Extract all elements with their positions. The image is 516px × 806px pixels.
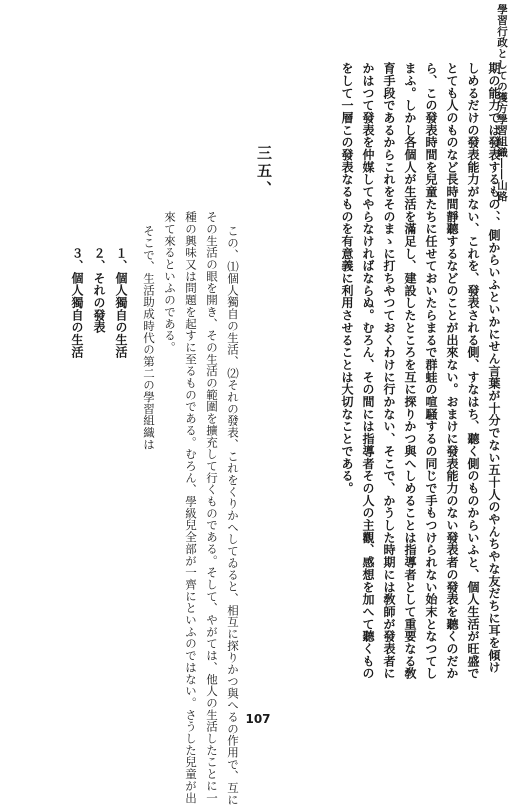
body-text-column: しめるだけの發表能力がない、これを、發表される側、すなはち、聽く側のものからいふと、個人生活が旺盛で xyxy=(466,62,480,680)
body-text-column: その生活の眼を開き、その生活の範圍を擴充して行くものである。そして、やがては、他人の生活したことに一 xyxy=(205,211,219,804)
running-head: 學習行政としての獲方學習組織――山路 xyxy=(496,4,508,202)
body-text-column: そこで、生活助成時代の第二の學習組織は xyxy=(142,225,156,451)
body-text-column: をして一層この發表なるものを有意義に利用させることは大切なことである。 xyxy=(340,62,354,495)
body-text-column: 種の興味又は問題を起すに至るものである。むろん、學級兒全部が一齊にといふのではない。さうした兒童が出 xyxy=(184,211,198,804)
page-number: 107 xyxy=(245,712,271,726)
body-text-column: 期の能力では發表するもの、、側からいふといかにせん言葉が十分でない五十人のやんちやな友だちに耳を傾け xyxy=(487,62,501,674)
list-item: １、個人獨自の生活 xyxy=(114,247,128,359)
body-text-column: この、⑴個人獨自の生活、⑵それの發表、これをくりかへしてゐると、相互に探りかつ與へるの作用で、互に xyxy=(226,225,240,806)
section-heading: 三五、 xyxy=(255,145,273,199)
body-text-column: ら、この發表時間を兒童たちに任せておいたらまるで群蛙の喧騒するの同じで手もつけられない始末となつてし xyxy=(424,62,438,680)
list-item: ２、それの發表 xyxy=(92,247,106,334)
body-text-column: 來て來るといふのである。 xyxy=(163,211,177,354)
body-text-column: とても人のものなど長時間靜聽するなどのことが出來ない。おまけに發表能力のない發表者の發表を聽くのだか xyxy=(445,62,459,680)
list-item: ３、個人獨自の生活 xyxy=(70,247,84,359)
body-text-column: まふ。しかし各個人が生活を滿足し、建設したところを互に探りかつ與へしめることは指導者として重要なる敎 xyxy=(403,62,417,680)
body-text-column: かはつて發表を仲媒してやらなければならぬ。むろん、その間には指導者その人の主觀、感想を加へて聽くもの xyxy=(361,62,375,680)
body-text-column: 育手段であるからこれをそのまゝに打ちやつておくわけに行かない、そこで、かうした時期には敎師が發表者に xyxy=(382,62,396,680)
